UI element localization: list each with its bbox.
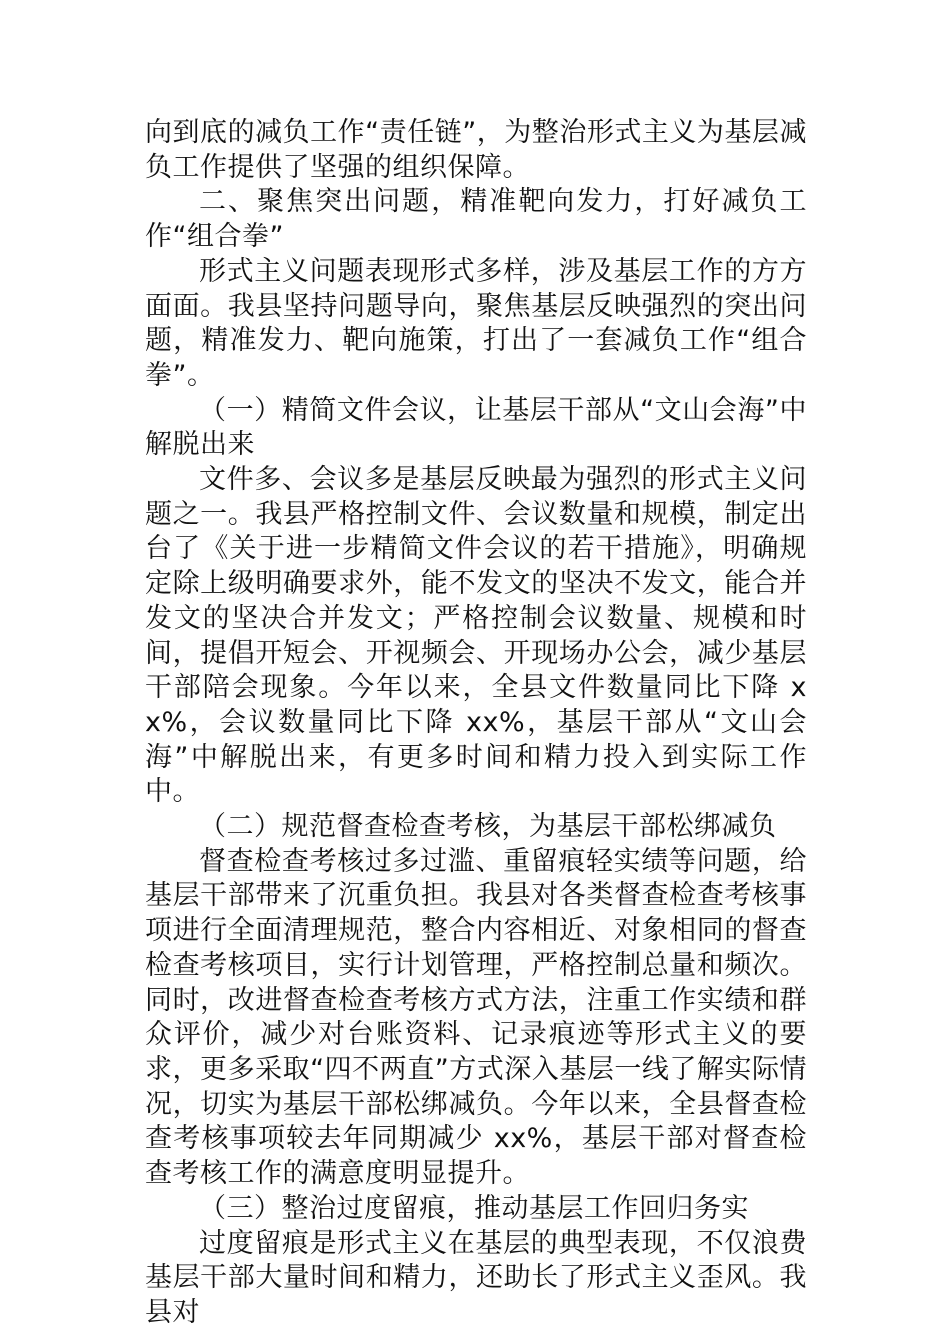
body-paragraph: 督查检查考核过多过滥、重留痕轻实绩等问题，给基层干部带来了沉重负担。我县对各类督查检查考核事项进行全面清理规范，整合内容相近、对象相同的督查检查考核项目，实行计划管理，严格控制总量和频次。同时，改进督查检查考核方式方法，注重工作实绩和群众评价，减少对台账资料、记录痕迹等形式主义的要求，更多采取“四不两直”方式深入基层一线了解实际情况，切实为基层干部松绑减负。今年以来，全县督查检查考核事项较去年同期减少 xx%，基层干部对督查检查考核工作的满意度明显提升。 xyxy=(145,845,807,1190)
document-page xyxy=(145,116,807,1331)
body-paragraph: 文件多、会议多是基层反映最为强烈的形式主义问题之一。我县严格控制文件、会议数量和规模，制定出台了《关于进一步精简文件会议的若干措施》，明确规定除上级明确要求外，能不发文的坚决不发文，能合并发文的坚决合并发文；严格控制会议数量、规模和时间，提倡开短会、开视频会、开现场办公会，减少基层干部陪会现象。今年以来，全县文件数量同比下降 xx%，会议数量同比下降 xx%，基层干部从“文山会海”中解脱出来，有更多时间和精力投入到实际工作中。 xyxy=(145,464,807,808)
section-heading: 二、聚焦突出问题，精准靶向发力，打好减负工作“组合拳” xyxy=(145,186,807,253)
subsection-heading: （二）规范督查检查考核，为基层干部松绑减负 xyxy=(199,811,777,843)
subsection-heading: （一）精简文件会议，让基层干部从“文山会海”中解脱出来 xyxy=(145,394,807,461)
body-paragraph: 向到底的减负工作“责任链”，为整治形式主义为基层减负工作提供了坚强的组织保障。 xyxy=(145,117,807,183)
subsection-heading: （三）整治过度留痕，推动基层工作回归务实 xyxy=(199,1192,749,1224)
body-paragraph: 形式主义问题表现形式多样，涉及基层工作的方方面面。我县坚持问题导向，聚焦基层反映强烈的突出问题，精准发力、靶向施策，打出了一套减负工作“组合拳”。 xyxy=(145,255,807,391)
body-paragraph: 过度留痕是形式主义在基层的典型表现，不仅浪费基层干部大量时间和精力，还助长了形式主义歪风。我县对 xyxy=(145,1227,807,1328)
